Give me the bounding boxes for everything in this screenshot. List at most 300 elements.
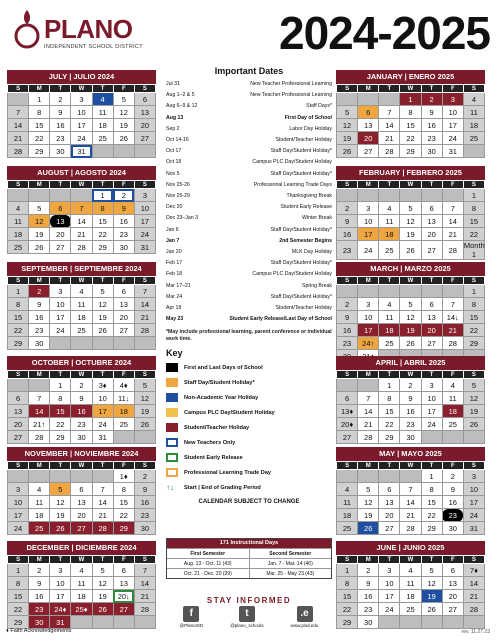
weekday-header: S <box>463 181 484 189</box>
day-cell: 27 <box>113 324 134 337</box>
day-cell <box>358 379 379 392</box>
weekday-header: S <box>8 556 29 564</box>
weekday-header: T <box>379 277 400 285</box>
day-cell: 6 <box>113 285 134 298</box>
brand-name: PLANO <box>44 14 133 44</box>
day-cell: 3 <box>442 93 463 106</box>
day-cell: 23 <box>442 509 463 522</box>
day-cell <box>358 470 379 483</box>
day-cell: 3 <box>421 379 442 392</box>
month-title: JULY | JULIO 2024 <box>7 70 156 84</box>
weekday-header: M <box>358 462 379 470</box>
weekday-header: T <box>92 181 113 189</box>
day-cell: 24↑ <box>358 337 379 350</box>
day-cell: 30 <box>358 616 379 629</box>
day-cell: 17 <box>358 228 379 241</box>
day-cell: 3 <box>358 298 379 311</box>
important-date: Aug 13 <box>166 114 184 121</box>
day-cell: 17 <box>421 405 442 418</box>
day-cell: 4 <box>379 202 400 215</box>
key-label: Professional Learning Trade Day <box>184 469 272 476</box>
day-cell: 1 <box>463 189 484 202</box>
day-cell: 26 <box>400 241 421 260</box>
important-date: Sep 2 <box>166 125 180 132</box>
day-cell: 6 <box>421 298 442 311</box>
day-cell: 28 <box>442 337 463 350</box>
day-cell: 3 <box>50 285 71 298</box>
important-event: Student/Teacher Holiday <box>275 305 332 312</box>
day-cell: 20 <box>421 228 442 241</box>
important-date: May 23 <box>166 316 184 323</box>
day-cell: 4 <box>379 298 400 311</box>
day-cell <box>8 379 29 392</box>
subject-to-change: CALENDAR SUBJECT TO CHANGE <box>198 499 300 505</box>
key-label: Non-Academic Year Holiday <box>184 394 259 401</box>
day-cell: 5 <box>358 483 379 496</box>
district-name: INDEPENDENT SCHOOL DISTRICT <box>44 44 143 50</box>
day-cell: 15 <box>337 590 358 603</box>
day-cell: 24 <box>442 132 463 145</box>
important-date: Mar 24 <box>166 293 183 300</box>
important-date: Oct 18 <box>166 159 182 166</box>
day-cell: 15 <box>8 590 29 603</box>
day-cell: 15 <box>463 215 484 228</box>
day-cell: 7♦ <box>463 564 484 577</box>
day-cell: 17 <box>92 405 113 418</box>
day-cell: 2 <box>50 93 71 106</box>
day-cell: 29 <box>92 241 113 254</box>
day-cell: 13 <box>8 405 29 418</box>
day-cell: 7 <box>29 392 50 405</box>
day-cell: 10 <box>92 392 113 405</box>
day-cell: 23 <box>71 418 92 431</box>
day-cell: 3 <box>134 189 155 202</box>
day-cell: 28 <box>8 145 29 158</box>
day-cell: 20 <box>71 509 92 522</box>
weekday-header: S <box>337 556 358 564</box>
day-cell: 12 <box>113 106 134 119</box>
month-title: MAY | MAYO 2025 <box>336 447 485 461</box>
weekday-header: W <box>400 462 421 470</box>
day-cell: 28 <box>400 522 421 535</box>
day-cell: 21 <box>358 418 379 431</box>
facebook-link[interactable] <box>180 606 204 628</box>
day-cell: 1 <box>400 93 421 106</box>
weekday-header: W <box>71 181 92 189</box>
key-label: Student/Teacher Holiday <box>184 424 250 431</box>
day-cell: 23 <box>358 603 379 616</box>
important-date: Dec 23–Jan 3 <box>166 215 199 222</box>
day-cell <box>337 285 358 298</box>
day-cell: 24 <box>379 603 400 616</box>
stay-informed-heading: STAY INFORMED <box>206 596 292 605</box>
day-cell: 23 <box>29 603 50 616</box>
day-cell: 20 <box>421 324 442 337</box>
day-cell: 14 <box>134 298 155 311</box>
day-cell: 18 <box>379 228 400 241</box>
day-cell: 27 <box>50 241 71 254</box>
key-item <box>166 360 332 375</box>
key-swatch-icon <box>166 453 178 462</box>
revision-date: rev. 11.27.23 <box>461 629 490 635</box>
key-item <box>166 405 332 420</box>
day-cell: 16 <box>113 215 134 228</box>
day-cell: 27 <box>442 603 463 616</box>
day-cell: 2 <box>29 564 50 577</box>
day-cell: 5 <box>400 202 421 215</box>
day-cell: 11 <box>400 577 421 590</box>
key-label: Staff Day/Student Holiday* <box>184 379 255 386</box>
important-event: Labor Day Holiday <box>289 125 332 132</box>
day-cell: 11 <box>71 298 92 311</box>
day-cell: 5 <box>29 202 50 215</box>
day-cell: 16 <box>134 496 155 509</box>
twitter-icon: t <box>239 606 255 622</box>
key-label: New Teachers Only <box>184 439 236 446</box>
day-cell: 25 <box>442 418 463 431</box>
semester-row <box>167 558 331 568</box>
day-cell: 17 <box>379 590 400 603</box>
weekday-header: M <box>29 556 50 564</box>
day-cell: 5 <box>92 564 113 577</box>
important-date-row <box>166 79 332 90</box>
day-cell: 12 <box>337 119 358 132</box>
day-cell: 15 <box>29 119 50 132</box>
day-cell: 6 <box>113 564 134 577</box>
day-cell: 23 <box>337 241 358 260</box>
day-cell: 1 <box>421 470 442 483</box>
day-cell: 10 <box>50 577 71 590</box>
month-calendar <box>336 447 485 535</box>
day-cell: 8 <box>379 392 400 405</box>
day-cell: 19 <box>50 509 71 522</box>
day-cell: 1 <box>8 285 29 298</box>
day-cell <box>337 189 358 202</box>
weekday-header: S <box>134 277 155 285</box>
weekday-header: T <box>92 556 113 564</box>
important-event: Staff Day/Student Holiday* <box>270 148 332 155</box>
day-cell <box>134 616 155 629</box>
important-event: Campus PLC Day/Student Holiday <box>252 159 332 166</box>
day-cell: 19 <box>463 405 484 418</box>
month-title: JANUARY | ENERO 2025 <box>336 70 485 84</box>
day-cell: 9 <box>134 483 155 496</box>
day-cell: 24 <box>134 228 155 241</box>
weekday-header: T <box>92 371 113 379</box>
day-cell <box>379 189 400 202</box>
important-date: Oct 17 <box>166 148 182 155</box>
faith-acknowledgements-note: ♦ Faith Acknowledgements <box>6 628 72 634</box>
day-cell <box>113 145 134 158</box>
day-cell: 20♦ <box>337 418 358 431</box>
day-cell: 19 <box>92 590 113 603</box>
important-date-row <box>166 213 332 224</box>
month-calendar <box>7 70 156 158</box>
day-cell: 31 <box>134 241 155 254</box>
day-cell: 30 <box>442 522 463 535</box>
day-cell: 13 <box>113 298 134 311</box>
website-link[interactable] <box>291 606 319 628</box>
day-cell: 4 <box>71 285 92 298</box>
key-label: Student Early Release <box>184 454 243 461</box>
day-cell <box>29 470 50 483</box>
weekday-header: F <box>113 371 134 379</box>
weekday-header: M <box>29 85 50 93</box>
day-cell: 31 <box>71 145 92 158</box>
semester-cell: Mar. 25 - May 23 (43) <box>249 568 332 578</box>
day-cell: 11 <box>8 215 29 228</box>
day-cell: 19 <box>134 405 155 418</box>
important-event: Staff Days* <box>306 103 332 110</box>
month-title: JUNE | JUNIO 2025 <box>336 541 485 555</box>
weekday-header: F <box>442 462 463 470</box>
day-cell: 4 <box>400 564 421 577</box>
day-cell: 1♦ <box>113 470 134 483</box>
month-calendar <box>7 262 156 350</box>
semester-row <box>167 568 331 578</box>
important-date: Nov 5 <box>166 170 180 177</box>
day-cell: 1 <box>463 285 484 298</box>
day-cell <box>337 93 358 106</box>
key-swatch-icon <box>166 408 178 417</box>
important-date-row <box>166 202 332 213</box>
important-date-row <box>166 135 332 146</box>
semester-cell: Jan. 7 - Mar. 14 (46) <box>249 558 332 568</box>
day-cell: 8 <box>92 202 113 215</box>
day-cell: 18 <box>71 311 92 324</box>
day-cell: 3♦ <box>92 379 113 392</box>
day-cell: 6 <box>421 202 442 215</box>
day-cell: 21 <box>134 590 155 603</box>
day-cell: 20 <box>113 311 134 324</box>
day-cell <box>71 470 92 483</box>
weekday-header: F <box>113 556 134 564</box>
day-cell: 31 <box>463 522 484 535</box>
day-cell: 17 <box>71 119 92 132</box>
weekday-header: T <box>421 277 442 285</box>
day-cell: 27 <box>113 603 134 616</box>
social-links <box>166 606 332 628</box>
weekday-header: T <box>50 85 71 93</box>
day-cell <box>113 431 134 444</box>
day-cell: 14 <box>463 577 484 590</box>
weekday-header: S <box>463 277 484 285</box>
day-cell: 15 <box>92 215 113 228</box>
weekday-header: F <box>442 371 463 379</box>
day-cell: 18 <box>442 405 463 418</box>
day-cell: 10 <box>71 106 92 119</box>
weekday-header: S <box>337 462 358 470</box>
day-cell: 21 <box>92 509 113 522</box>
day-cell: 13 <box>113 577 134 590</box>
key-item <box>166 480 332 495</box>
day-cell: 29 <box>463 337 484 350</box>
day-cell <box>92 470 113 483</box>
day-cell: 18 <box>8 228 29 241</box>
day-cell: 29 <box>379 431 400 444</box>
weekday-header: W <box>71 556 92 564</box>
important-date-row <box>166 113 332 124</box>
important-date-row <box>166 191 332 202</box>
day-cell: 20 <box>358 132 379 145</box>
day-cell: 15 <box>50 405 71 418</box>
day-cell: 21↑ <box>29 418 50 431</box>
weekday-header: F <box>113 277 134 285</box>
day-cell: 8 <box>113 483 134 496</box>
day-cell: 15 <box>463 311 484 324</box>
day-cell: 7 <box>134 564 155 577</box>
day-cell: 6 <box>8 392 29 405</box>
day-cell: 14 <box>92 496 113 509</box>
twitter-link[interactable] <box>230 606 263 628</box>
day-cell <box>400 285 421 298</box>
weekday-header: M <box>358 371 379 379</box>
day-cell: 9 <box>113 202 134 215</box>
day-cell: 3 <box>50 564 71 577</box>
day-cell: 25 <box>29 522 50 535</box>
day-cell: 6 <box>134 93 155 106</box>
day-cell: 4 <box>337 483 358 496</box>
day-cell: 21 <box>442 324 463 337</box>
day-cell: 17 <box>442 119 463 132</box>
important-date: Mar 17–21 <box>166 282 191 289</box>
day-cell: 12 <box>29 215 50 228</box>
day-cell: 20 <box>134 119 155 132</box>
day-cell: 7 <box>379 106 400 119</box>
weekday-header: S <box>134 371 155 379</box>
day-cell: 25 <box>92 132 113 145</box>
weekday-header: F <box>113 85 134 93</box>
weekday-header: S <box>337 277 358 285</box>
day-cell: 26 <box>50 522 71 535</box>
day-cell: 25♦ <box>71 603 92 616</box>
day-cell: 16 <box>29 311 50 324</box>
day-cell: 20 <box>8 418 29 431</box>
legend-key <box>166 348 332 507</box>
day-cell: 23 <box>113 228 134 241</box>
important-event: Staff Day/Student Holiday* <box>270 260 332 267</box>
day-cell <box>113 616 134 629</box>
day-cell: 27 <box>8 431 29 444</box>
important-date-row <box>166 303 332 314</box>
key-item <box>166 465 332 480</box>
day-cell: 10 <box>463 483 484 496</box>
weekday-header: S <box>8 371 29 379</box>
day-cell: 6 <box>50 202 71 215</box>
day-cell: 12 <box>400 311 421 324</box>
key-item <box>166 420 332 435</box>
weekday-header: S <box>463 371 484 379</box>
month-calendar <box>336 541 485 629</box>
day-cell: 19 <box>358 509 379 522</box>
day-cell: 20↓ <box>113 590 134 603</box>
day-cell <box>29 379 50 392</box>
day-cell: 29 <box>400 145 421 158</box>
key-swatch-icon: ↑↓ <box>166 483 174 492</box>
weekday-header: M <box>29 277 50 285</box>
day-cell: 17 <box>8 509 29 522</box>
weekday-header: M <box>29 371 50 379</box>
day-cell: 29 <box>29 145 50 158</box>
facebook-icon: f <box>183 606 199 622</box>
day-cell: 12 <box>400 215 421 228</box>
day-cell: 16 <box>337 324 358 337</box>
month-calendar <box>336 70 485 158</box>
day-cell: 17 <box>134 215 155 228</box>
day-cell: 13 <box>421 215 442 228</box>
day-cell: 15 <box>113 496 134 509</box>
day-cell <box>379 616 400 629</box>
day-cell: 4 <box>92 93 113 106</box>
day-cell <box>463 431 484 444</box>
day-cell: 9 <box>337 311 358 324</box>
day-cell: 26 <box>337 145 358 158</box>
weekday-header: M <box>29 181 50 189</box>
day-cell: 9 <box>421 106 442 119</box>
day-cell: 3 <box>8 483 29 496</box>
day-cell: 23 <box>400 418 421 431</box>
day-cell: 5 <box>421 564 442 577</box>
day-cell: 14 <box>358 405 379 418</box>
weekday-header: W <box>400 277 421 285</box>
important-event: First Day of School <box>284 114 332 121</box>
weekday-header: F <box>442 556 463 564</box>
semester-cell: Aug. 13 - Oct. 11 (43) <box>167 558 249 568</box>
day-cell: 22 <box>379 418 400 431</box>
weekday-header: T <box>50 277 71 285</box>
day-cell <box>71 337 92 350</box>
day-cell: 16 <box>400 405 421 418</box>
day-cell <box>421 285 442 298</box>
weekday-header: F <box>113 181 134 189</box>
important-date-row <box>166 292 332 303</box>
day-cell: 24 <box>71 132 92 145</box>
weekday-header: W <box>400 371 421 379</box>
day-cell: 23 <box>134 509 155 522</box>
day-cell: 3 <box>379 564 400 577</box>
website-icon: .e <box>297 606 313 622</box>
day-cell: 9 <box>337 215 358 228</box>
day-cell <box>92 337 113 350</box>
weekday-header: T <box>421 181 442 189</box>
day-cell <box>379 470 400 483</box>
day-cell <box>463 616 484 629</box>
important-event: New Teacher Professional Learning <box>250 92 332 99</box>
day-cell: 17 <box>50 311 71 324</box>
day-cell: 14 <box>29 405 50 418</box>
day-cell: 16 <box>337 228 358 241</box>
weekday-header: W <box>71 462 92 470</box>
day-cell <box>71 616 92 629</box>
day-cell: 23 <box>29 324 50 337</box>
day-cell: 25 <box>337 522 358 535</box>
day-cell: 2 <box>134 470 155 483</box>
day-cell: 7 <box>92 483 113 496</box>
day-cell: 21 <box>400 509 421 522</box>
important-event: MLK Day Holiday <box>291 249 332 256</box>
weekday-header: M <box>358 277 379 285</box>
key-item <box>166 390 332 405</box>
day-cell: 10 <box>379 577 400 590</box>
day-cell: 26 <box>29 241 50 254</box>
weekday-header: F <box>442 277 463 285</box>
day-cell: 2 <box>29 285 50 298</box>
day-cell: 22 <box>400 132 421 145</box>
second-semester-header: Second Semester <box>249 548 332 558</box>
day-cell: 3 <box>358 202 379 215</box>
weekday-header: W <box>71 371 92 379</box>
weekday-header: T <box>50 181 71 189</box>
